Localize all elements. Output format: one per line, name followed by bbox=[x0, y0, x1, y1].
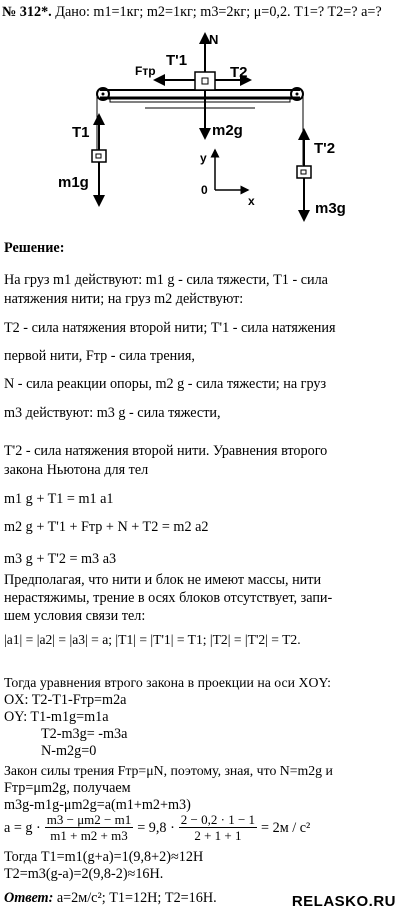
text-line: m3g-m1g-μm2g=a(m1+m2+m3) bbox=[4, 797, 191, 813]
label-N: N bbox=[209, 32, 219, 47]
equation-body3: m3 g + T'2 = m3 a3 bbox=[4, 551, 117, 567]
label-m2g: m2g bbox=[212, 122, 243, 139]
block-m3 bbox=[297, 166, 311, 178]
label-T1p: T'1 bbox=[166, 52, 188, 69]
projection-oy3: N-m2g=0 bbox=[41, 743, 97, 759]
formula-denominator-1: m1 + m2 + m3 bbox=[50, 828, 128, 843]
problem-number: № 312*. bbox=[2, 4, 52, 20]
answer-label: Ответ: bbox=[4, 890, 54, 906]
formula-mid: = 9,8 · bbox=[137, 819, 175, 836]
text-line: Закон силы трения Fтр=μN, поэтому, зная, что N=m2g и bbox=[4, 763, 333, 778]
table bbox=[100, 90, 300, 108]
label-m3g: m3g bbox=[315, 200, 346, 217]
formula-numerator-1: m3 − μm2 − m1 bbox=[46, 812, 132, 827]
text-line: Fтр=μm2g, получаем bbox=[4, 780, 131, 796]
solution-heading: Решение: bbox=[4, 240, 65, 256]
text-line: m3 действуют: m3 g - сила тяжести, bbox=[4, 405, 221, 421]
text-line: нерастяжимы, трение в осях блоков отсутствует, запи- bbox=[4, 590, 333, 606]
answer-value: a=2м/с²; T1=12Н; T2=16Н. bbox=[56, 890, 217, 906]
text-line: T2 - сила натяжения второй нити; T'1 - сила натяжения bbox=[4, 320, 336, 336]
tension-t2: T2=m3(g-a)=2(9,8-2)≈16Н. bbox=[4, 866, 164, 882]
physics-diagram bbox=[0, 20, 402, 230]
answer-line bbox=[4, 890, 217, 906]
label-Ftr: Fтр bbox=[135, 64, 156, 78]
text-line: T'2 - сила натяжения второй нити. Уравнения второго bbox=[4, 443, 328, 459]
text-line: закона Ньютона для тел bbox=[4, 462, 149, 478]
text-line: На груз m1 действуют: m1 g - сила тяжести, T1 - сила bbox=[4, 272, 328, 288]
constraint-conditions: |a1| = |a2| = |a3| = a; |T1| = |T'1| = T1; |T2| = |T'2| = T2. bbox=[4, 632, 301, 647]
text-line: натяжения нити; на груз m2 действуют: bbox=[4, 291, 244, 307]
label-T1: T1 bbox=[72, 124, 90, 141]
acceleration-formula bbox=[4, 812, 310, 843]
projection-oy1: OY: T1-m1g=m1a bbox=[4, 709, 109, 725]
text-line: Предполагая, что нити и блок не имеют массы, нити bbox=[4, 572, 322, 588]
formula-fraction-2 bbox=[179, 812, 257, 843]
projection-oy2: T2-m3g= -m3a bbox=[41, 726, 128, 742]
label-y: y bbox=[200, 151, 207, 165]
label-T2p: T'2 bbox=[314, 140, 336, 157]
text-line: N - сила реакции опоры, m2 g - сила тяжести; на груз bbox=[4, 376, 327, 392]
equation-body1: m1 g + T1 = m1 a1 bbox=[4, 491, 114, 507]
problem-given: Дано: m1=1кг; m2=1кг; m3=2кг; μ=0,2. T1=? T2=? a=? bbox=[55, 4, 382, 20]
formula-numerator-2: 2 − 0,2 · 1 − 1 bbox=[180, 812, 256, 827]
label-T2: T2 bbox=[230, 64, 248, 81]
formula-lhs: a = g · bbox=[4, 819, 41, 836]
formula-denominator-2: 2 + 1 + 1 bbox=[194, 828, 242, 843]
text-line: шем условия связи тел: bbox=[4, 608, 146, 624]
block-m2 bbox=[195, 72, 215, 90]
label-x: x bbox=[248, 194, 255, 208]
watermark: RELASKO.RU bbox=[291, 893, 396, 910]
text-line: Тогда уравнения втрого закона в проекции на оси XOY: bbox=[4, 675, 331, 690]
label-m1g: m1g bbox=[58, 174, 89, 191]
equation-body2: m2 g + T'1 + Fтр + N + T2 = m2 a2 bbox=[4, 519, 209, 535]
text-line: первой нити, Fтр - сила трения, bbox=[4, 348, 195, 364]
formula-fraction-1 bbox=[45, 812, 133, 843]
problem-header bbox=[2, 4, 382, 20]
tension-t1: Тогда T1=m1(g+a)=1(9,8+2)≈12Н bbox=[4, 849, 204, 865]
formula-result: = 2м / с² bbox=[261, 819, 311, 836]
label-origin: 0 bbox=[201, 183, 208, 197]
projection-ox: OX: T2-T1-Fтр=m2a bbox=[4, 692, 127, 708]
block-m1 bbox=[92, 150, 106, 162]
